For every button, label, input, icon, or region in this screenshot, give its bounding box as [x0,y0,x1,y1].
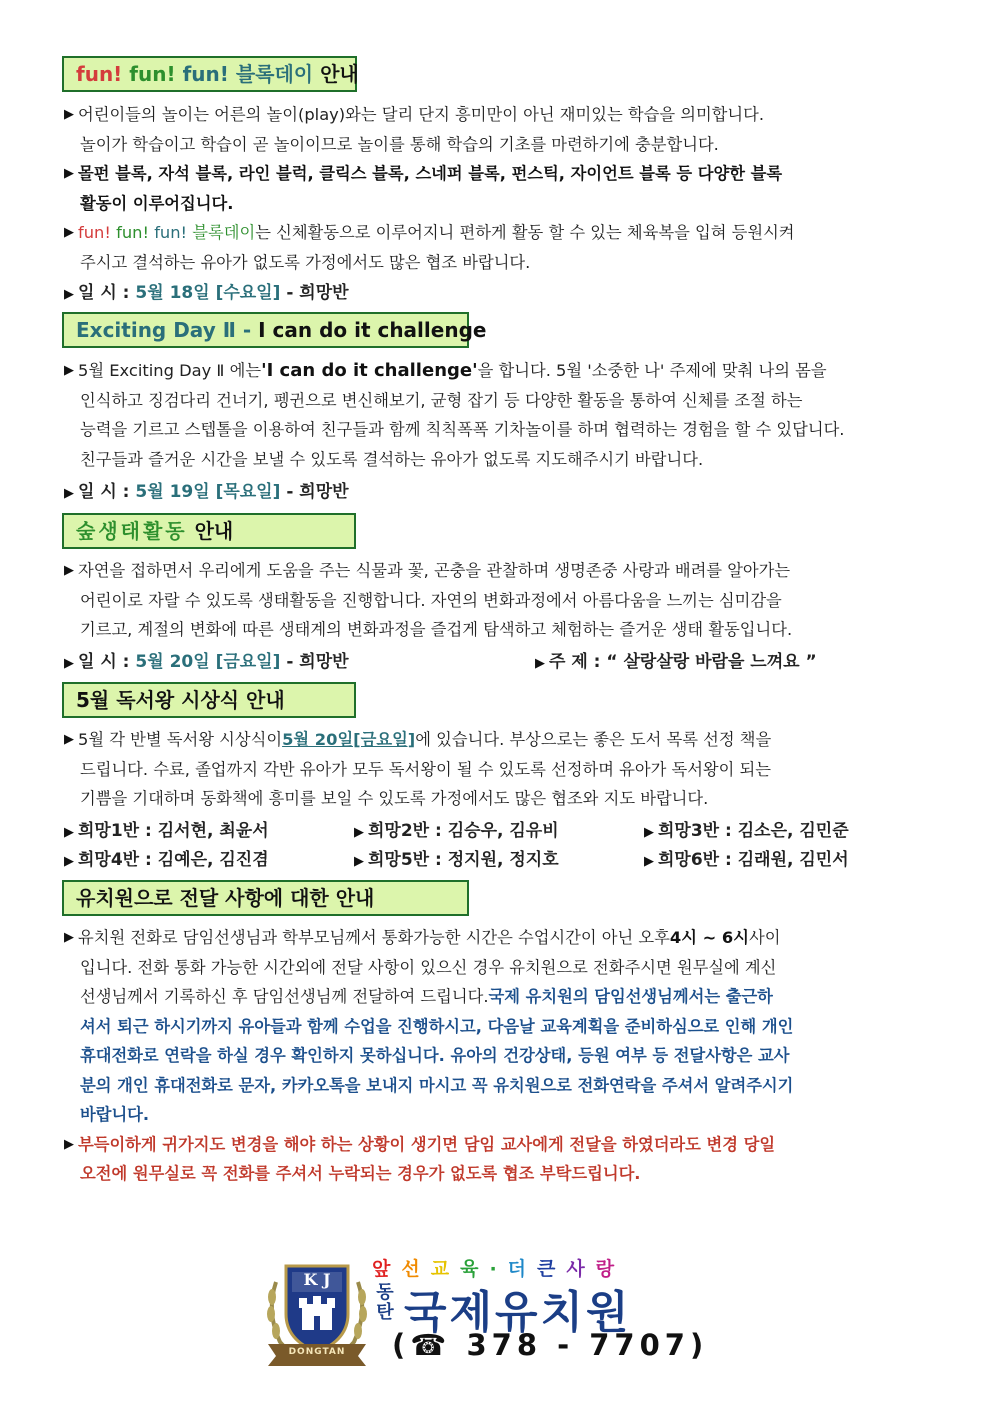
bullet-arrow-icon: ▶ [64,287,74,302]
section-body-block-day [64,100,932,277]
section-body-forest [64,556,932,645]
slogan-char: 교 [430,1258,461,1280]
section-body-reading-king [64,725,932,814]
date-value: 5월 19일 [목요일] [135,482,281,502]
call-hours: 4시 ~ 6시 [669,928,749,947]
section-title-forest [62,513,356,549]
emblem-ribbon-text: DONGTAN [288,1347,346,1357]
theme-line-forest [535,647,817,672]
para-text: 기르고, 계절의 변화에 따른 생태계의 변화과정을 즐겁게 탐색하고 체험하는 즐거운 생태 활동입니다. [80,620,793,639]
date-line-block-day [64,278,349,303]
para-text: 드립니다. 수료, 졸업까지 각반 유아가 모두 독서왕이 될 수 있도록 선정하며 유아가 독서왕이 되는 [80,759,772,779]
section-body-exciting-day [64,356,932,474]
title-fun-3: fun! [182,62,229,86]
inline-fun-1: fun! [78,223,111,242]
bullet-arrow-icon: ▶ [64,656,74,671]
bullet-arrow-icon: ▶ [64,732,74,747]
bullet-arrow-icon: ▶ [64,107,74,122]
emblem-letters: K J [303,1270,331,1289]
emphasis-text: 분의 개인 휴대전화로 문자, 카카오톡을 보내지 마시고 꼭 유치원으로 전화연락을 주셔서 알려주시기 [80,1075,794,1095]
title-fun-1: fun! [76,62,123,86]
phone-number: (☎ 378 - 7707) [392,1328,709,1362]
slogan-char: 선 [401,1258,431,1280]
date-suffix: - 희망반 [286,482,349,502]
slogan-char: 큰 [537,1258,567,1280]
para-text: 을 합니다. 5월 '소중한 나' 주제에 맞춰 나의 몸을 [477,361,827,380]
slogan-char: 사 [566,1258,596,1280]
date-value: 5월 18일 [수요일] [135,283,281,303]
date-line-exciting-day [64,477,349,502]
kindergarten-name: 국제유치원 [404,1287,632,1338]
para-text: 활동이 이루어집니다. [80,193,234,213]
winner-item: ▶ 희망6반 : 김래원, 김민서 [644,850,849,870]
warning-text: 오전에 원무실로 꼭 전화를 주셔서 누락되는 경우가 없도록 협조 부탁드립니다. [80,1164,641,1183]
bullet-arrow-icon: ▶ [64,166,74,181]
para-text: 기쁨을 기대하며 동화책에 흥미를 보일 수 있도록 가정에서도 많은 협조와 지도 바랍니다. [80,789,709,808]
bullet-arrow-icon: ▶ [64,825,74,840]
winner-item: ▶ 희망5반 : 정지원, 정지호 [354,850,559,870]
para-text: 어린이로 자랄 수 있도록 생태활동을 진행합니다. 자연의 변화과정에서 아름다움을 느끼는 심미감을 [80,590,782,610]
slogan-char: 더 [507,1258,538,1280]
section-title-block-day [62,56,357,92]
bullet-arrow-icon: ▶ [354,854,364,869]
title-notice: 안내 [320,62,359,86]
bullet-arrow-icon: ▶ [644,825,654,840]
slogan-char: 앞 [372,1258,402,1280]
para-text: 친구들과 즐거운 시간을 보낼 수 있도록 결석하는 유아가 없도록 지도해주시기 바랍니다. [80,449,704,469]
emphasis-text: 바랍니다. [80,1105,150,1124]
title-challenge: I can do it challenge [258,318,487,342]
inline-fun-2: fun! [116,223,149,242]
para-text: 몰펀 블록, 자석 블록, 라인 블럭, 클릭스 블록, 스네퍼 블록, 펀스틱, 자이언트 블록 등 다양한 블록 [78,164,783,183]
title-notice: 안내 [194,519,234,543]
para-text: 인식하고 징검다리 건너기, 펭귄으로 변신해보기, 균형 잡기 등 다양한 활동을 통하여 신체를 조절 하는 [80,390,803,410]
inline-block-day: 블록데이 [192,223,256,242]
para-text: 사이 [748,928,781,947]
title-forest-activity: 숲생태활동 [76,519,188,543]
para-text: 어린이들의 놀이는 어른의 놀이(play)와는 달리 단지 흥미만이 아닌 재미있는 학습을 의미합니다. [78,105,765,124]
date-suffix: - 희망반 [286,283,349,303]
para-text: 놀이가 학습이고 학습이 곧 놀이이므로 놀이를 통해 학습의 기초를 마련하기에 충분합니다. [80,134,719,154]
winners-list [64,814,934,872]
warning-text: 부득이하게 귀가지도 변경을 해야 하는 상황이 생기면 담임 교사에게 전달을 하였더라도 변경 당일 [78,1134,776,1154]
bullet-arrow-icon: ▶ [64,486,74,501]
winner-item: ▶ 희망3반 : 김소은, 김민준 [644,821,849,841]
slogan-char: · [489,1258,508,1280]
para-text: 선생님께서 기록하신 후 담임선생님께 전달하여 드립니다. [80,987,489,1006]
para-text: 유치원 전화로 담임선생님과 학부모님께서 통화가능한 시간은 수업시간이 아닌 오후 [78,928,670,947]
para-text: 에 있습니다. 부상으로는 좋은 도서 목록 선정 책을 [415,730,772,749]
title-fun-2: fun! [129,62,176,86]
title-exciting-day: Exciting Day Ⅱ - [76,318,252,342]
emphasis-text: 국제 유치원의 담임선생님께서는 출근하 [488,987,773,1006]
para-text: 자연을 접하면서 우리에게 도움을 주는 식물과 꽃, 곤충을 관찰하며 생명존중 사랑과 배려를 알아가는 [78,561,791,580]
winner-item: ▶ 희망1반 : 김서현, 최윤서 [64,821,269,841]
date-label: 일 시 : [78,652,130,672]
title-block-day: 블록데이 [235,62,314,86]
date-label: 일 시 : [78,482,130,502]
challenge-highlight: 'I can do it challenge' [261,360,478,381]
theme-label: 주 제 : [549,652,601,672]
bullet-arrow-icon: ▶ [354,825,364,840]
winner-item: ▶ 희망2반 : 김승우, 김유비 [354,821,559,841]
title-reading-king: 5월 독서왕 시상식 안내 [76,688,285,712]
slogan-char: 랑 [595,1258,626,1280]
slogan-char: 육 [460,1258,490,1280]
bullet-arrow-icon: ▶ [644,854,654,869]
para-text: 는 신체활동으로 이루어지니 편하게 활동 할 수 있는 체육복을 입혀 등원시켜 [255,223,795,242]
para-text: 능력을 기르고 스텝톨을 이용하여 친구들과 함께 칙칙폭폭 기차놀이를 하며 협력하는 경험을 할 수 있답니다. [80,420,845,439]
bullet-arrow-icon: ▶ [64,854,74,869]
bullet-arrow-icon: ▶ [64,1136,74,1152]
date-label: 일 시 : [78,283,130,303]
date-value: 5월 20일 [금요일] [135,652,281,672]
ceremony-date: 5월 20일[금요일] [282,730,416,749]
emphasis-text: 셔서 퇴근 하시기까지 유아들과 함께 수업을 진행하시고, 다음날 교육계획을 준비하심으로 인해 개인 [80,1016,794,1036]
winner-item: ▶ 희망4반 : 김예은, 김진겸 [64,850,269,870]
bullet-arrow-icon: ▶ [535,656,545,671]
para-text: 5월 각 반별 독서왕 시상식이 [78,730,283,749]
title-contact: 유치원으로 전달 사항에 대한 안내 [76,886,375,910]
inline-fun-3: fun! [154,223,188,242]
bullet-arrow-icon: ▶ [64,363,74,378]
bullet-arrow-icon: ▶ [64,930,74,945]
date-line-forest [64,647,349,672]
para-text: 5월 Exciting Day Ⅱ 에는 [78,361,262,380]
section-body-contact [64,923,932,1189]
section-title-exciting-day [62,312,487,348]
theme-value: “ 살랑살랑 바람을 느껴요 ” [606,652,817,672]
bullet-arrow-icon: ▶ [64,225,74,240]
date-suffix: - 희망반 [286,652,349,672]
bullet-arrow-icon: ▶ [64,563,74,578]
para-text: 주시고 결석하는 유아가 없도록 가정에서도 많은 협조 바랍니다. [80,252,531,272]
para-text: 입니다. 전화 통화 가능한 시간외에 전달 사항이 있으신 경우 유치원으로 전화주시면 원무실에 계신 [80,957,777,977]
emphasis-text: 휴대전화로 연락을 하실 경우 확인하지 못하십니다. 유아의 건강상태, 등원 여부 등 전달사항은 교사 [80,1046,790,1065]
section-title-reading-king [62,682,356,718]
section-title-contact [62,880,469,916]
location-label: 동 탄 [376,1282,394,1323]
